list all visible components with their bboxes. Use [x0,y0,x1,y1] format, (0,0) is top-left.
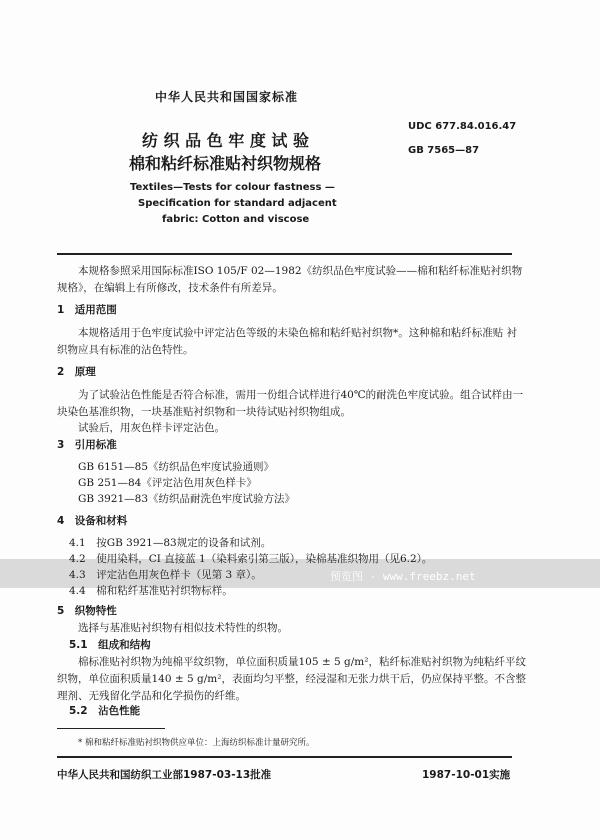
subsection-heading: 5.2 沾色性能 [69,705,141,717]
subsection-heading: 5.1 组成和结构 [69,639,151,651]
body-line: 为了试验沾色性能是否符合标准，需用一份组合试样进行40℃的耐洗色牢度试验。组合试样由一 [78,389,524,401]
reference-item: GB 251—84《评定沾色用灰色样卡》 [78,477,257,489]
title-zh-1: 纺 织 品 色 牢 度 试 验 [142,131,309,150]
body-line: 棉标准贴衬织物为纯棉平纹织物，单位面积质量105 ± 5 g/m²，粘纤标准贴衬织物为纯粘纤平纹 [78,656,526,668]
body-line: 本规格适用于色牢度试验中评定沾色等级的未染色棉和粘纤贴衬织物*。这种棉和粘纤标准贴 衬 [78,327,518,339]
top-rule [57,253,512,255]
watermark-text: 预览图 - www.freebz.net [330,570,476,583]
footnote-rule [57,728,165,729]
reference-item: GB 3921—83《纺织品耐洗色牢度试验方法》 [78,493,296,505]
equipment-item: 4.4 棉和粘纤基准贴衬织物标样。 [69,585,233,597]
section-heading: 5 织物特性 [57,605,117,617]
body-line: 块染色基准织物，一块基准贴衬织物和一块待试贴衬织物组成。 [57,406,351,418]
effective-date: 1987-10-01实施 [422,769,511,781]
footnote: * 棉和粘纤标准贴衬织物供应单位：上海纺织标准计量研究所。 [78,738,315,748]
issuer: 中华人民共和国国家标准 [155,90,299,104]
title-en-2: Specification for standard adjacent [138,198,337,209]
udc-code: UDC 677.84.016.47 [408,121,517,132]
equipment-item: 4.3 评定沾色用灰色样卡（见第 3 章）。 [69,569,262,581]
title-en-3: fabric: Cotton and viscose [162,214,310,225]
body-line: 织物应具有标准的沾色特性。 [57,344,194,356]
gb-code: GB 7565—87 [408,145,480,156]
intro-line: 本规格参照采用国际标准ISO 105/F 02—1982《纺织品色牢度试验——棉和粘纤标准贴衬织物 [78,265,523,277]
section-heading: 3 引用标准 [57,439,117,451]
section-heading: 2 原理 [57,366,96,378]
title-zh-2: 棉和粘纤标准贴衬织物规格 [129,154,322,173]
body-line: 选择与基准贴衬织物有相似技术特性的织物。 [78,622,288,634]
body-line: 试验后，用灰色样卡评定沾色。 [78,422,225,434]
section-heading: 1 适用范围 [57,304,117,316]
intro-line: 规格》，在编辑上有所修改，技术条件有所差异。 [57,282,283,294]
bottom-rule [57,756,512,758]
title-en-1: Textiles—Tests for colour fastness — [130,182,335,193]
equipment-item: 4.2 使用染料，CI 直接蓝 1（染料索引第三版），染棉基准织物用（见6.2）。 [69,553,433,565]
reference-item: GB 6151—85《纺织品色牢度试验通则》 [78,461,275,473]
approval-date: 中华人民共和国纺织工业部1987-03-13批准 [57,769,272,781]
body-line: 织物，单位面积质量140 ± 5 g/m²，表面均匀平整，经浸湿和无张力烘干后，仍应保持平整。不含整 [57,673,526,685]
section-heading: 4 设备和材料 [57,515,128,527]
equipment-item: 4.1 按GB 3921—83规定的设备和试剂。 [69,537,272,549]
body-line: 理剂、无残留化学品和化学损伤的纤维。 [57,690,246,702]
